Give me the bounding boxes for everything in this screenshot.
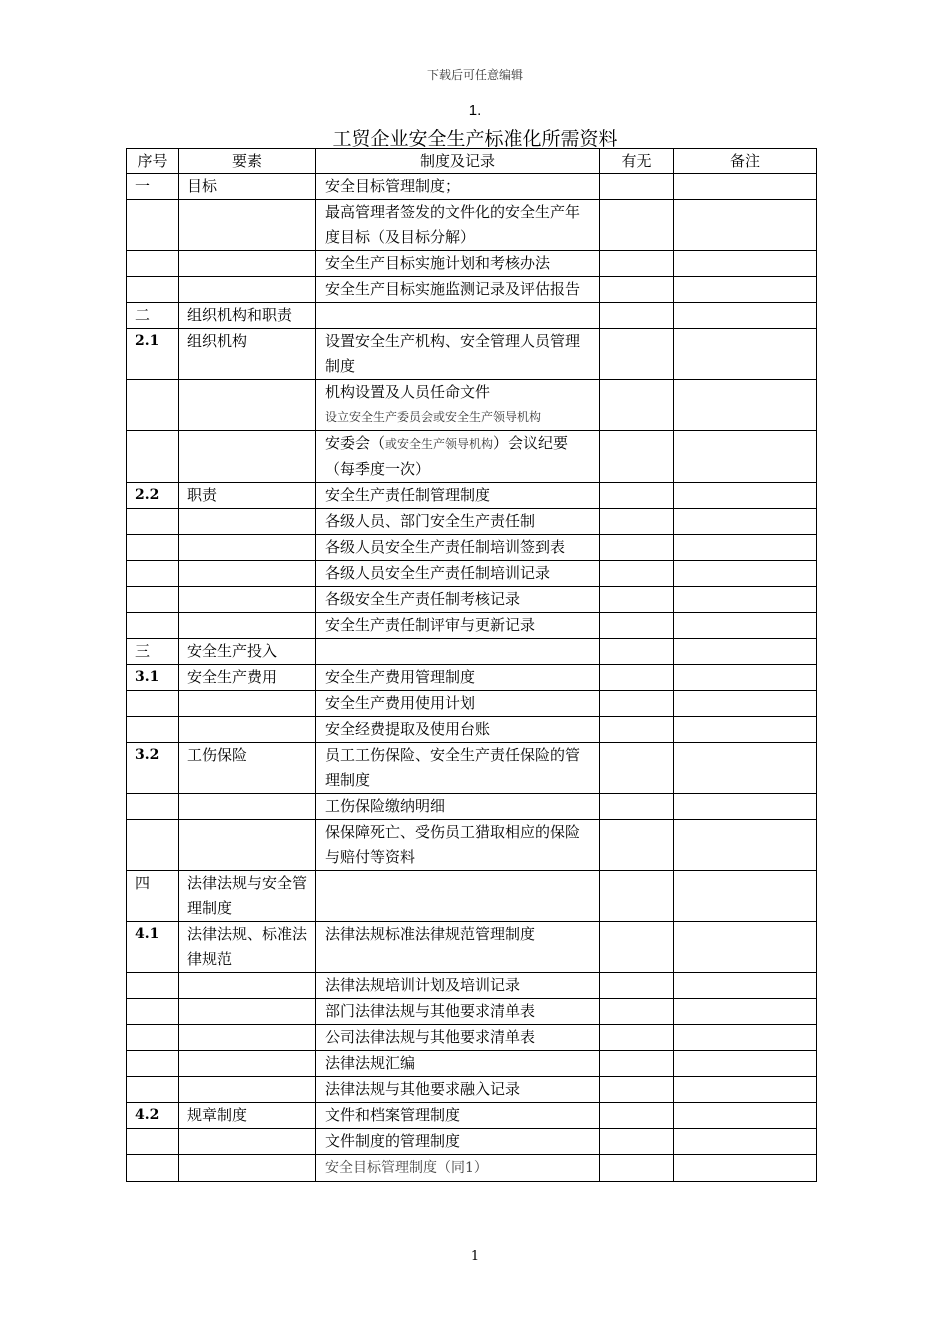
row-number: [127, 999, 179, 1025]
row-element: 组织机构和职责: [179, 303, 316, 329]
record-text: 安全目标管理制度（同1）: [325, 1160, 488, 1176]
row-element: [179, 200, 316, 251]
row-element: [179, 1077, 316, 1103]
row-remarks: [674, 613, 817, 639]
row-remarks: [674, 1051, 817, 1077]
row-available: [600, 483, 674, 509]
row-remarks: [674, 639, 817, 665]
row-number: [127, 717, 179, 743]
row-element: [179, 1155, 316, 1182]
row-element: [179, 794, 316, 820]
table-row: [127, 1103, 817, 1129]
row-remarks: [674, 380, 817, 431]
table-row: [127, 871, 817, 922]
table-row: [127, 999, 817, 1025]
row-remarks: [674, 303, 817, 329]
row-remarks: [674, 587, 817, 613]
document-title: 工贸企业安全生产标准化所需资料: [332, 128, 618, 150]
row-record: 安全目标管理制度；: [316, 174, 600, 200]
row-record: 安全生产费用管理制度: [316, 665, 600, 691]
row-available: [600, 1025, 674, 1051]
row-remarks: [674, 277, 817, 303]
row-record: 法律法规与其他要求融入记录: [316, 1077, 600, 1103]
row-remarks: [674, 1103, 817, 1129]
row-element: [179, 1025, 316, 1051]
header-records: 制度及记录: [316, 149, 600, 174]
row-number: [127, 277, 179, 303]
row-number: [127, 794, 179, 820]
row-remarks: [674, 999, 817, 1025]
row-available: [600, 380, 674, 431]
row-element: 安全生产费用: [179, 665, 316, 691]
row-number: [127, 535, 179, 561]
row-element: [179, 973, 316, 999]
row-available: [600, 922, 674, 973]
row-number: 二: [127, 303, 179, 329]
table-row: [127, 691, 817, 717]
row-record: 各级人员、部门安全生产责任制: [316, 509, 600, 535]
row-record: [316, 431, 600, 483]
row-element: [179, 1129, 316, 1155]
row-number: 一: [127, 174, 179, 200]
row-remarks: [674, 717, 817, 743]
row-remarks: [674, 973, 817, 999]
row-element: 职责: [179, 483, 316, 509]
row-number: 2.1: [127, 329, 179, 380]
row-remarks: [674, 1129, 817, 1155]
row-number: 三: [127, 639, 179, 665]
row-remarks: [674, 561, 817, 587]
row-element: [179, 1051, 316, 1077]
table-row: [127, 431, 817, 483]
row-record: 文件制度的管理制度: [316, 1129, 600, 1155]
table-row: [127, 1051, 817, 1077]
row-number: [127, 251, 179, 277]
row-element: [179, 509, 316, 535]
row-available: [600, 587, 674, 613]
table-row: [127, 1129, 817, 1155]
row-number: [127, 1025, 179, 1051]
row-element: [179, 820, 316, 871]
record-text-part3: ）会议纪要（每季度一次）: [325, 434, 569, 478]
row-element: [179, 561, 316, 587]
table-row: [127, 380, 817, 431]
row-record: [316, 1155, 600, 1182]
row-number: [127, 1051, 179, 1077]
record-text: 机构设置及人员任命文件: [325, 383, 491, 401]
table-row: [127, 1077, 817, 1103]
row-available: [600, 1077, 674, 1103]
table-row: [127, 561, 817, 587]
row-available: [600, 277, 674, 303]
row-number: [127, 613, 179, 639]
row-element: [179, 277, 316, 303]
header-available: 有无: [600, 149, 674, 174]
row-available: [600, 329, 674, 380]
row-element: 组织机构: [179, 329, 316, 380]
row-available: [600, 665, 674, 691]
row-number: [127, 561, 179, 587]
header-remarks: 备注: [674, 149, 817, 174]
row-number: [127, 200, 179, 251]
row-remarks: [674, 691, 817, 717]
row-record: 法律法规培训计划及培训记录: [316, 973, 600, 999]
row-available: [600, 431, 674, 483]
table-row: [127, 483, 817, 509]
row-available: [600, 820, 674, 871]
table-row: [127, 922, 817, 973]
header-note: 下载后可任意编辑: [426, 68, 523, 82]
row-record: 法律法规标准法律规范管理制度: [316, 922, 600, 973]
row-available: [600, 251, 674, 277]
row-record: 保保障死亡、受伤员工猎取相应的保险与赔付等资料: [316, 820, 600, 871]
row-remarks: [674, 329, 817, 380]
row-number: [127, 509, 179, 535]
row-element: [179, 535, 316, 561]
row-number: [127, 691, 179, 717]
row-available: [600, 174, 674, 200]
row-available: [600, 973, 674, 999]
table-row: [127, 613, 817, 639]
row-element: [179, 431, 316, 483]
row-record: 安全生产费用使用计划: [316, 691, 600, 717]
row-record: 各级人员安全生产责任制培训签到表: [316, 535, 600, 561]
table-row: [127, 973, 817, 999]
table-row: [127, 535, 817, 561]
table-row: [127, 200, 817, 251]
row-available: [600, 1155, 674, 1182]
row-available: [600, 200, 674, 251]
table-row: [127, 820, 817, 871]
row-remarks: [674, 174, 817, 200]
row-remarks: [674, 820, 817, 871]
row-record: 法律法规汇编: [316, 1051, 600, 1077]
header-element: 要素: [179, 149, 316, 174]
row-available: [600, 303, 674, 329]
table-row: [127, 794, 817, 820]
record-text-part1: 安委会（: [325, 434, 386, 452]
row-element: [179, 691, 316, 717]
row-number: [127, 973, 179, 999]
row-remarks: [674, 922, 817, 973]
row-remarks: [674, 200, 817, 251]
row-record: 设置安全生产机构、安全管理人员管理制度: [316, 329, 600, 380]
row-number: [127, 380, 179, 431]
row-record: 安全生产责任制评审与更新记录: [316, 613, 600, 639]
row-remarks: [674, 431, 817, 483]
row-record: 安全生产目标实施监测记录及评估报告: [316, 277, 600, 303]
row-number: [127, 1129, 179, 1155]
row-number: 四: [127, 871, 179, 922]
requirements-table: [126, 148, 817, 1182]
row-remarks: [674, 1155, 817, 1182]
row-available: [600, 1103, 674, 1129]
row-available: [600, 1129, 674, 1155]
row-remarks: [674, 251, 817, 277]
table-row: [127, 1155, 817, 1182]
row-remarks: [674, 535, 817, 561]
row-remarks: [674, 1025, 817, 1051]
row-available: [600, 613, 674, 639]
row-element: [179, 380, 316, 431]
table-header-row: [127, 149, 817, 174]
row-available: [600, 794, 674, 820]
row-record: [316, 639, 600, 665]
row-element: 规章制度: [179, 1103, 316, 1129]
row-number: 2.2: [127, 483, 179, 509]
row-available: [600, 1051, 674, 1077]
row-record: 最高管理者签发的文件化的安全生产年度目标（及目标分解）: [316, 200, 600, 251]
table-row: [127, 717, 817, 743]
row-available: [600, 639, 674, 665]
row-element: [179, 613, 316, 639]
table-row: [127, 303, 817, 329]
row-record: 安全生产责任制管理制度: [316, 483, 600, 509]
header-number: 序号: [127, 149, 179, 174]
row-number: [127, 587, 179, 613]
row-number: [127, 1077, 179, 1103]
row-record: 各级安全生产责任制考核记录: [316, 587, 600, 613]
row-number: 4.1: [127, 922, 179, 973]
row-record: 员工工伤保险、安全生产责任保险的管理制度: [316, 743, 600, 794]
table-row: [127, 251, 817, 277]
row-element: [179, 717, 316, 743]
row-remarks: [674, 665, 817, 691]
table-row: [127, 509, 817, 535]
row-element: 法律法规与安全管理制度: [179, 871, 316, 922]
row-record: [316, 303, 600, 329]
row-element: [179, 587, 316, 613]
row-remarks: [674, 483, 817, 509]
row-remarks: [674, 871, 817, 922]
row-number: 3.2: [127, 743, 179, 794]
row-available: [600, 999, 674, 1025]
row-available: [600, 535, 674, 561]
row-record: 部门法律法规与其他要求清单表: [316, 999, 600, 1025]
table-row: [127, 277, 817, 303]
row-number: [127, 1155, 179, 1182]
row-number: [127, 431, 179, 483]
row-remarks: [674, 1077, 817, 1103]
row-remarks: [674, 743, 817, 794]
row-record: 各级人员安全生产责任制培训记录: [316, 561, 600, 587]
row-element: [179, 999, 316, 1025]
row-available: [600, 691, 674, 717]
page-number: 1: [470, 1249, 480, 1264]
table-row: [127, 665, 817, 691]
document-number: 1.: [468, 102, 482, 119]
row-available: [600, 509, 674, 535]
row-record: 公司法律法规与其他要求清单表: [316, 1025, 600, 1051]
row-available: [600, 743, 674, 794]
row-record: 工伤保险缴纳明细: [316, 794, 600, 820]
row-available: [600, 871, 674, 922]
row-record: 文件和档案管理制度: [316, 1103, 600, 1129]
row-available: [600, 717, 674, 743]
row-element: [179, 251, 316, 277]
row-element: 法律法规、标准法律规范: [179, 922, 316, 973]
row-record: 安全生产目标实施计划和考核办法: [316, 251, 600, 277]
row-number: 3.1: [127, 665, 179, 691]
table-row: [127, 174, 817, 200]
record-text-part2: 或安全生产领导机构: [385, 437, 494, 451]
row-record: [316, 871, 600, 922]
record-subtext: 设立安全生产委员会或安全生产领导机构: [325, 410, 542, 424]
row-element: 安全生产投入: [179, 639, 316, 665]
row-record: [316, 380, 600, 431]
table-row: [127, 329, 817, 380]
table-row: [127, 639, 817, 665]
table-row: [127, 587, 817, 613]
table-row: [127, 1025, 817, 1051]
row-element: 目标: [179, 174, 316, 200]
row-available: [600, 561, 674, 587]
table-row: [127, 743, 817, 794]
row-number: 4.2: [127, 1103, 179, 1129]
row-remarks: [674, 509, 817, 535]
row-element: 工伤保险: [179, 743, 316, 794]
row-remarks: [674, 794, 817, 820]
row-number: [127, 820, 179, 871]
row-record: 安全经费提取及使用台账: [316, 717, 600, 743]
